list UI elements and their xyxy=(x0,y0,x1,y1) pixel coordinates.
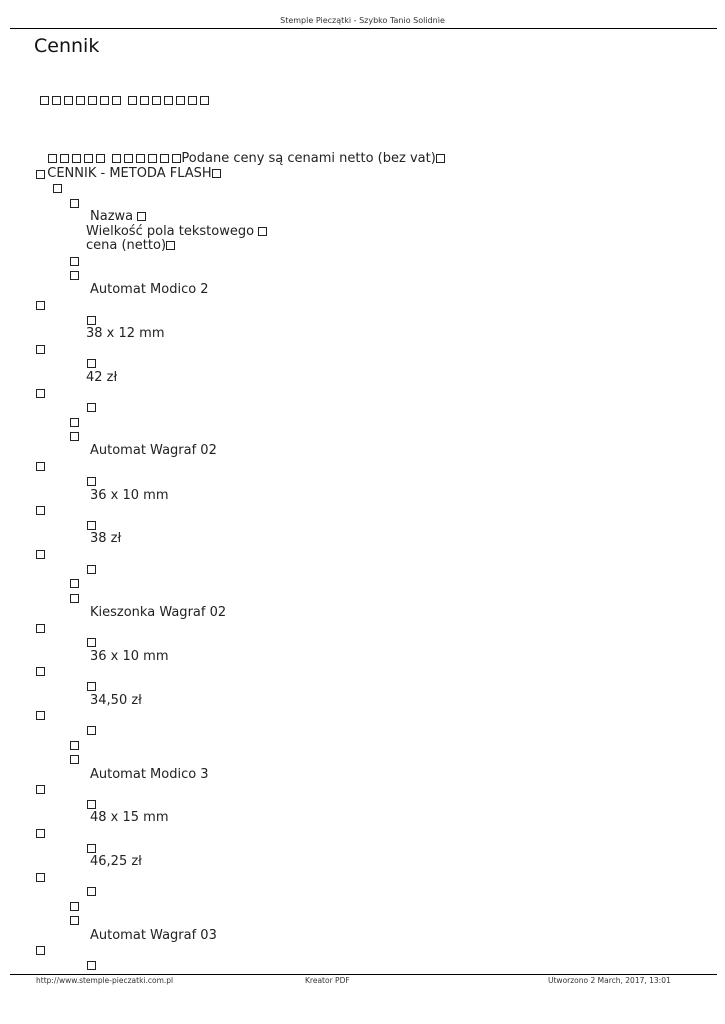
glyph-box xyxy=(36,783,48,796)
page-title: Cennik xyxy=(34,35,100,57)
glyph-box xyxy=(70,577,82,590)
product-price: 42 zł xyxy=(86,370,118,385)
product-size: 36 x 10 mm xyxy=(90,488,169,503)
glyph-box xyxy=(36,827,48,840)
glyph-box xyxy=(70,900,82,913)
footer-generator: Kreator PDF xyxy=(305,976,350,985)
product-name: Automat Wagraf 03 xyxy=(90,928,217,943)
header-divider xyxy=(10,28,717,29)
header-size-line xyxy=(86,224,267,239)
glyph-box xyxy=(36,343,48,356)
glyph-box xyxy=(70,592,82,605)
net-prices-text: Podane ceny są cenami netto (bez vat) xyxy=(181,151,436,166)
footer-created: Utworzono 2 March, 2017, 13:01 xyxy=(548,976,671,985)
glyph-box xyxy=(70,416,82,429)
product-name: Kieszonka Wagraf 02 xyxy=(90,605,227,620)
product-size: 48 x 15 mm xyxy=(90,810,169,825)
glyph-box xyxy=(87,401,99,414)
footer-url[interactable]: http://www.stemple-pieczatki.com.pl xyxy=(36,976,174,985)
product-name: Automat Modico 3 xyxy=(90,767,209,782)
glyph-box xyxy=(36,504,48,517)
product-price: 46,25 zł xyxy=(90,854,142,869)
glyph-box xyxy=(70,430,82,443)
glyph-box xyxy=(87,885,99,898)
header-name-line xyxy=(90,209,146,224)
glyph-box xyxy=(87,636,99,649)
glyph-box xyxy=(36,387,48,400)
glyph-box xyxy=(87,680,99,693)
glyph-box xyxy=(36,460,48,473)
glyph-box xyxy=(70,914,82,927)
header-price-line xyxy=(86,238,175,253)
glyph-box xyxy=(87,959,99,972)
product-name: Automat Wagraf 02 xyxy=(90,443,217,458)
header-name: Nazwa xyxy=(90,209,134,224)
missing-glyph-heading xyxy=(40,94,212,107)
glyph-box xyxy=(36,548,48,561)
glyph-box xyxy=(87,475,99,488)
glyph-box xyxy=(36,299,48,312)
product-size: 36 x 10 mm xyxy=(90,649,169,664)
glyph-box xyxy=(70,753,82,766)
glyph-box xyxy=(87,357,99,370)
product-size: 38 x 12 mm xyxy=(86,326,165,341)
glyph-box xyxy=(87,724,99,737)
product-price: 34,50 zł xyxy=(90,693,142,708)
product-name: Automat Modico 2 xyxy=(90,282,209,297)
product-price: 38 zł xyxy=(90,531,122,546)
glyph-box xyxy=(36,168,48,181)
method-title-line xyxy=(39,151,221,181)
site-title: Stemple Pieczątki - Szybko Tanio Solidnie xyxy=(280,16,445,25)
glyph-box xyxy=(36,622,48,635)
header-field-size: Wielkość pola tekstowego xyxy=(86,224,255,239)
method-title: CENNIK - METODA FLASH xyxy=(47,166,212,181)
glyph-box xyxy=(36,944,48,957)
glyph-box xyxy=(53,182,65,195)
glyph-box xyxy=(70,255,82,268)
glyph-box xyxy=(36,665,48,678)
glyph-box xyxy=(70,269,82,282)
glyph-box xyxy=(70,739,82,752)
footer-divider xyxy=(10,974,717,975)
glyph-box xyxy=(87,563,99,576)
glyph-box xyxy=(36,709,48,722)
glyph-box xyxy=(36,871,48,884)
header-price: cena (netto) xyxy=(86,238,167,253)
glyph-box xyxy=(70,197,82,210)
